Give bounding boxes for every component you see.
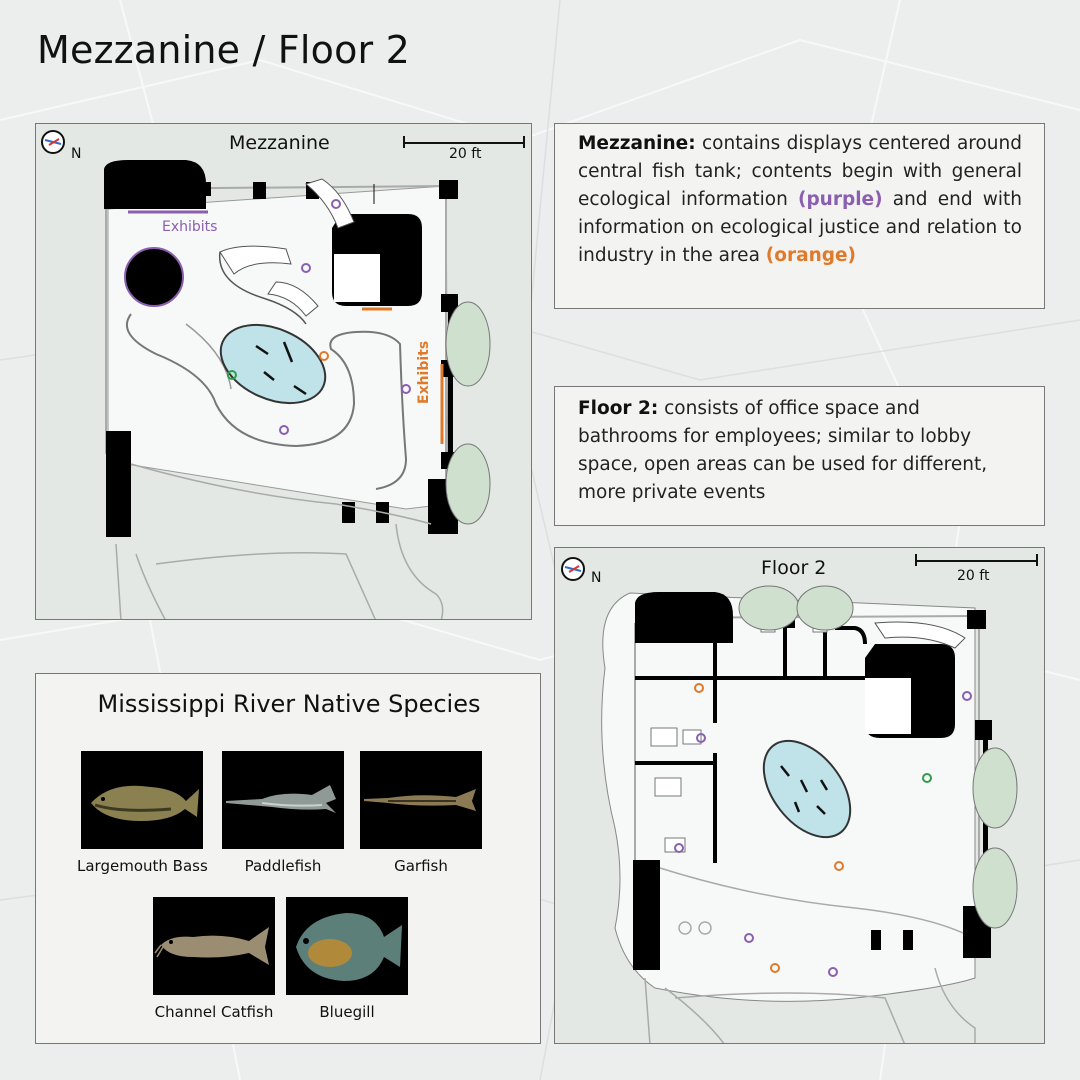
mezzanine-scale-label: 20 ft	[449, 146, 482, 162]
floor2-heading: Floor 2:	[578, 398, 659, 419]
paddlefish-label: Paddlefish	[244, 857, 322, 875]
scale-bar-icon	[916, 554, 1037, 566]
floor2-plan-panel	[554, 547, 1045, 1044]
page-title: Mezzanine / Floor 2	[37, 28, 411, 72]
floor2-body: consists of office space and bathrooms for employees; similar to lobby space, open areas can be used for different, more private events	[578, 398, 988, 503]
garfish-label: Garfish	[394, 857, 448, 875]
floor2-north-label: N	[591, 570, 602, 586]
floor2-plan-title: Floor 2	[761, 557, 827, 579]
mezzanine-north-label: N	[71, 146, 82, 162]
species-paddlefish	[218, 751, 348, 875]
floor2-scale-label: 20 ft	[957, 568, 990, 584]
floor2-description	[578, 395, 1022, 507]
channel-catfish-photo	[153, 897, 275, 995]
mezzanine-description	[578, 130, 1022, 270]
mezzanine-exhibits-orange-label: Exhibits	[416, 340, 432, 404]
bluegill-photo	[286, 897, 408, 995]
mezzanine-heading: Mezzanine:	[578, 133, 696, 154]
channel-catfish-label: Channel Catfish	[154, 1003, 274, 1021]
species-channel-catfish	[149, 897, 279, 1021]
bluegill-label: Bluegill	[319, 1003, 375, 1021]
compass-icon	[562, 558, 584, 580]
species-bluegill	[282, 897, 412, 1021]
species-largemouth-bass	[77, 751, 207, 875]
mezzanine-body-1: contains displays centered around central fish tank; contents begin with general ecological information	[578, 133, 1022, 210]
largemouth-bass-photo	[81, 751, 203, 849]
mezzanine-exhibits-purple-label: Exhibits	[162, 219, 218, 235]
mezzanine-floor-plan	[36, 124, 532, 620]
garfish-photo	[360, 751, 482, 849]
mezzanine-plan-panel	[35, 123, 532, 620]
species-title: Mississippi River Native Species	[97, 690, 481, 718]
floor2-floor-plan	[555, 548, 1045, 1044]
compass-icon	[42, 131, 64, 153]
mezzanine-purple-note: (purple)	[797, 189, 883, 210]
mezzanine-orange-note: (orange)	[765, 245, 856, 266]
mezzanine-plan-title: Mezzanine	[229, 132, 330, 154]
species-garfish	[356, 751, 486, 875]
largemouth-bass-label: Largemouth Bass	[77, 857, 208, 875]
floor2-description-panel	[554, 386, 1045, 526]
mezzanine-body-2: and end with information on ecological justice and relation to industry in the area	[578, 189, 1022, 266]
mezzanine-description-panel	[554, 123, 1045, 309]
paddlefish-photo	[222, 751, 344, 849]
species-panel	[35, 673, 541, 1044]
